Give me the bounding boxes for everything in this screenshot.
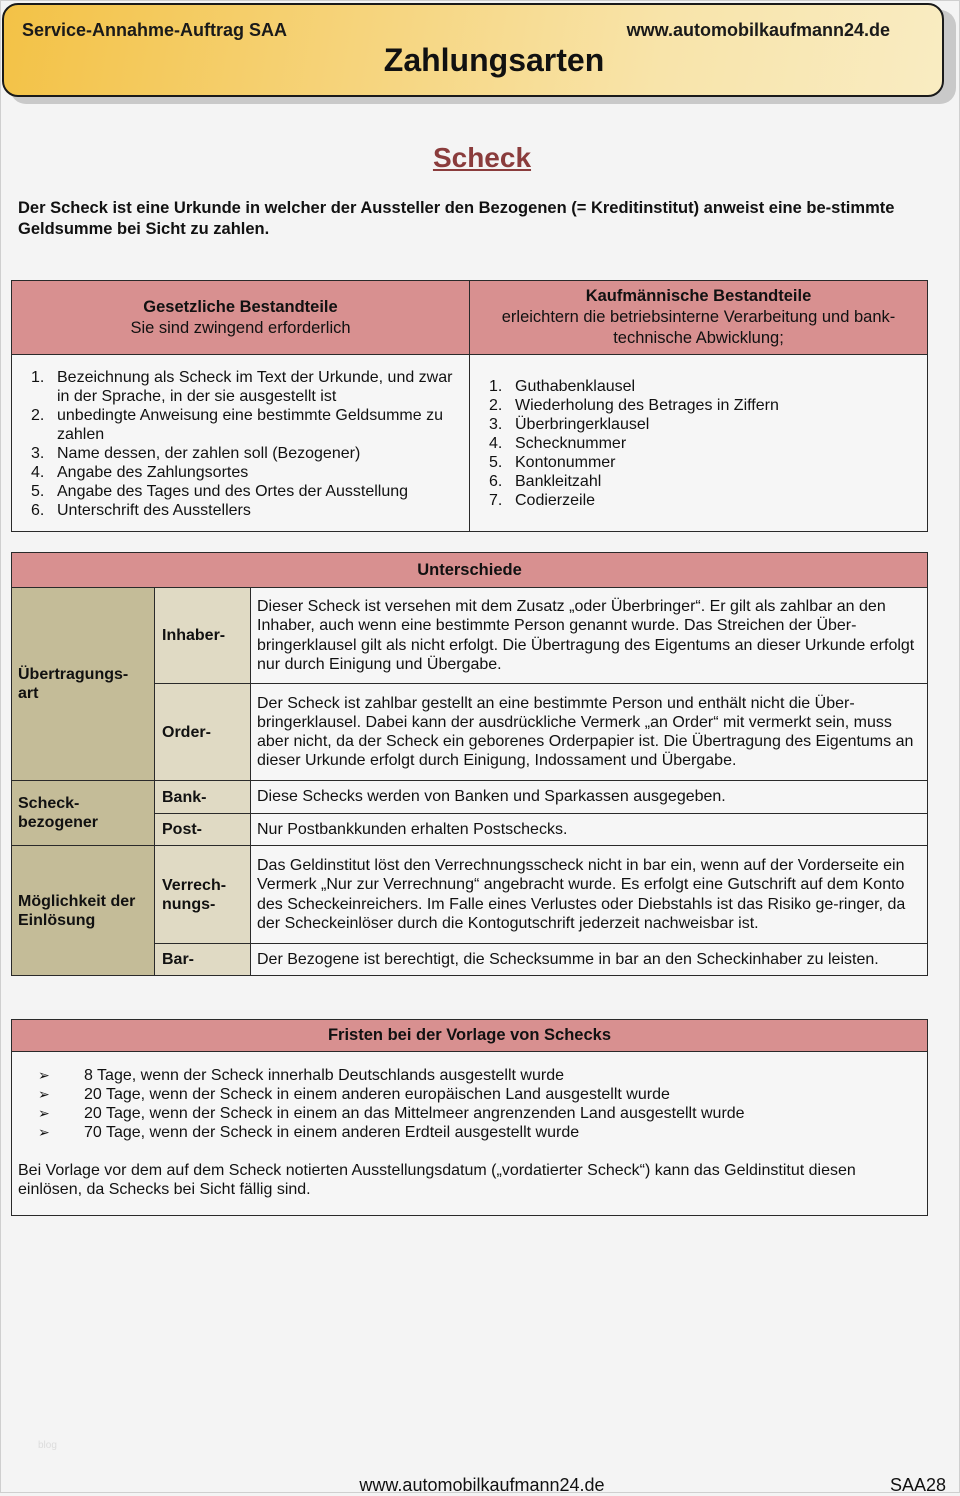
list-number: 2. <box>489 397 503 414</box>
page-title: Zahlungsarten <box>383 42 605 78</box>
legal-components-header <box>12 281 470 355</box>
deadline-item <box>18 1085 921 1104</box>
list-text: Kontonummer <box>515 454 616 471</box>
description-order: Der Scheck ist zahlbar gestellt an eine bestimmte Person und enthält nicht die Über-bringerklausel. Dabei kann der ausdrückliche Vermerk „an Order“ mit vermerkt sein, muss aber nicht, da der Scheck ein geborenes Orderpapier ist. Die Übertragung des Eigentums an dieser Urkunde erfolgt durch Einigung, Indossament und Übergabe. <box>251 684 928 781</box>
footer-page-code: SAA28 <box>889 1475 946 1495</box>
list-number: 7. <box>489 492 503 509</box>
commercial-component-item <box>470 377 927 396</box>
subtype-clearing: Verrech- nungs- <box>155 846 251 944</box>
list-text: Angabe des Zahlungsortes <box>57 464 249 481</box>
subtype-bearer: Inhaber- <box>155 588 251 684</box>
description-bearer: Dieser Scheck ist versehen mit dem Zusatz „oder Überbringer“. Er gilt als zahlbar an den Inhaber, auch wenn eine bestimmte Person genannt wurde. Das Streichen der Über-bringerklausel gilt als nicht erfolgt. Die Übertragung des Eigentums an dieser Urkunde erfolgt nur durch Einigung und Übergabe. <box>251 588 928 684</box>
commercial-components-cell <box>470 355 928 532</box>
commercial-component-item <box>470 453 927 472</box>
list-number: 4. <box>489 435 503 452</box>
deadlines-header: Fristen bei der Vorlage von Schecks <box>12 1020 928 1052</box>
list-number: 3. <box>489 416 503 433</box>
commercial-components-list <box>470 377 927 510</box>
legal-components-subtitle: Sie sind zwingend erforderlich <box>130 318 351 337</box>
list-text: Name dessen, der zahlen soll (Bezogener) <box>57 445 361 462</box>
deadline-text: 20 Tage, wenn der Scheck in einem anderen europäischen Land ausgestellt wurde <box>84 1086 670 1103</box>
commercial-component-item <box>470 434 927 453</box>
website-label: www.automobilkaufmann24.de <box>626 20 890 40</box>
list-text: Überbringerklausel <box>515 416 650 433</box>
deadline-text: 8 Tage, wenn der Scheck innerhalb Deutschlands ausgestellt wurde <box>84 1067 564 1084</box>
deadlines-list <box>18 1066 921 1142</box>
subtype-cash: Bar- <box>155 944 251 976</box>
list-number: 2. <box>31 407 45 424</box>
arrow-bullet-icon: ➢ <box>38 1086 50 1102</box>
category-redemption: Möglichkeit der Einlösung <box>12 846 155 976</box>
deadlines-table <box>11 1019 928 1216</box>
category-drawee: Scheck- bezogener <box>12 781 155 846</box>
list-number: 3. <box>31 445 45 462</box>
deadline-text: 70 Tage, wenn der Scheck in einem anderen Erdteil ausgestellt wurde <box>84 1124 580 1141</box>
deadline-item <box>18 1123 921 1142</box>
legal-components-cell <box>12 355 470 532</box>
subtype-bank: Bank- <box>155 781 251 814</box>
list-number: 5. <box>31 483 45 500</box>
category-transfer: Übertragungs- art <box>12 588 155 781</box>
legal-component-item <box>12 482 469 501</box>
intro-paragraph: Der Scheck ist eine Urkunde in welcher der Aussteller den Bezogenen (= Kreditinstitut) anweist eine be-stimmte Geldsumme bei Sicht zu zahlen. <box>18 199 895 238</box>
legal-components-list <box>12 368 469 520</box>
list-text: Angabe des Tages und des Ortes der Ausstellung <box>57 483 409 500</box>
deadline-text: 20 Tage, wenn der Scheck in einem an das Mittelmeer angrenzenden Land ausgestellt wurde <box>84 1105 745 1122</box>
list-number: 5. <box>489 454 503 471</box>
arrow-bullet-icon: ➢ <box>38 1067 50 1083</box>
deadline-item <box>18 1066 921 1085</box>
list-text: Wiederholung des Betrages in Ziffern <box>515 397 779 414</box>
list-text: Codierzeile <box>515 492 596 509</box>
list-text: unbedingte Anweisung eine bestimmte Geldsumme zu zahlen <box>57 407 443 443</box>
commercial-components-title: Kaufmännische Bestandteile <box>585 287 812 305</box>
legal-component-item <box>12 463 469 482</box>
arrow-bullet-icon: ➢ <box>38 1124 50 1140</box>
watermark: blog <box>38 1440 57 1451</box>
list-text: Unterschrift des Ausstellers <box>57 502 251 519</box>
commercial-component-item <box>470 472 927 491</box>
differences-table <box>11 552 928 976</box>
commercial-component-item <box>470 415 927 434</box>
legal-component-item <box>12 368 469 406</box>
description-cash: Der Bezogene ist berechtigt, die Schecksumme in bar an den Scheckinhaber zu leisten. <box>251 944 928 976</box>
commercial-components-subtitle: erleichtern die betriebsinterne Verarbeitung und bank- technische Abwicklung; <box>501 308 896 347</box>
document-series-label: Service-Annahme-Auftrag SAA <box>22 20 288 40</box>
section-title: Scheck <box>432 142 532 173</box>
commercial-components-header <box>470 281 928 355</box>
deadline-item <box>18 1104 921 1123</box>
description-clearing: Das Geldinstitut löst den Verrechnungsscheck nicht in bar ein, wenn auf der Vorderseite ein Vermerk „Nur zur Verrechnung“ angebracht wurde. Es erfolgt eine Gutschrift auf dem Konto des Scheckeinreichers. Im Falle eines Verlustes oder Diebstahls ist das Risiko ge-ringer, da der Scheckeinlöser durch die Kontogutschrift jederzeit nachweisbar ist. <box>251 846 928 944</box>
list-number: 1. <box>489 378 503 395</box>
legal-component-item <box>12 501 469 520</box>
legal-component-item <box>12 444 469 463</box>
commercial-component-item <box>470 491 927 510</box>
commercial-component-item <box>470 396 927 415</box>
legal-component-item <box>12 406 469 444</box>
differences-header: Unterschiede <box>12 553 928 588</box>
subtype-order: Order- <box>155 684 251 781</box>
list-number: 1. <box>31 369 45 386</box>
list-number: 4. <box>31 464 45 481</box>
list-text: Bezeichnung als Scheck im Text der Urkunde, und zwar in der Sprache, in der sie ausgestellt ist <box>57 369 453 405</box>
footer-url: www.automobilkaufmann24.de <box>359 1475 605 1495</box>
list-text: Bankleitzahl <box>515 473 602 490</box>
components-table <box>11 280 928 532</box>
list-number: 6. <box>31 502 45 519</box>
predated-check-note: Bei Vorlage vor dem auf dem Scheck notierten Ausstellungsdatum („vordatierter Scheck“) kann das Geldinstitut diesen einlösen, da Schecks bei Sicht fällig sind. <box>18 1162 856 1198</box>
list-text: Schecknummer <box>515 435 627 452</box>
legal-components-title: Gesetzliche Bestandteile <box>143 297 338 316</box>
description-bank: Diese Schecks werden von Banken und Sparkassen ausgegeben. <box>251 781 928 814</box>
deadlines-cell <box>12 1052 928 1216</box>
description-post: Nur Postbankkunden erhalten Postschecks. <box>251 814 928 846</box>
subtype-post: Post- <box>155 814 251 846</box>
list-text: Guthabenklausel <box>515 378 636 395</box>
arrow-bullet-icon: ➢ <box>38 1105 50 1121</box>
header-banner <box>2 3 944 97</box>
list-number: 6. <box>489 473 503 490</box>
